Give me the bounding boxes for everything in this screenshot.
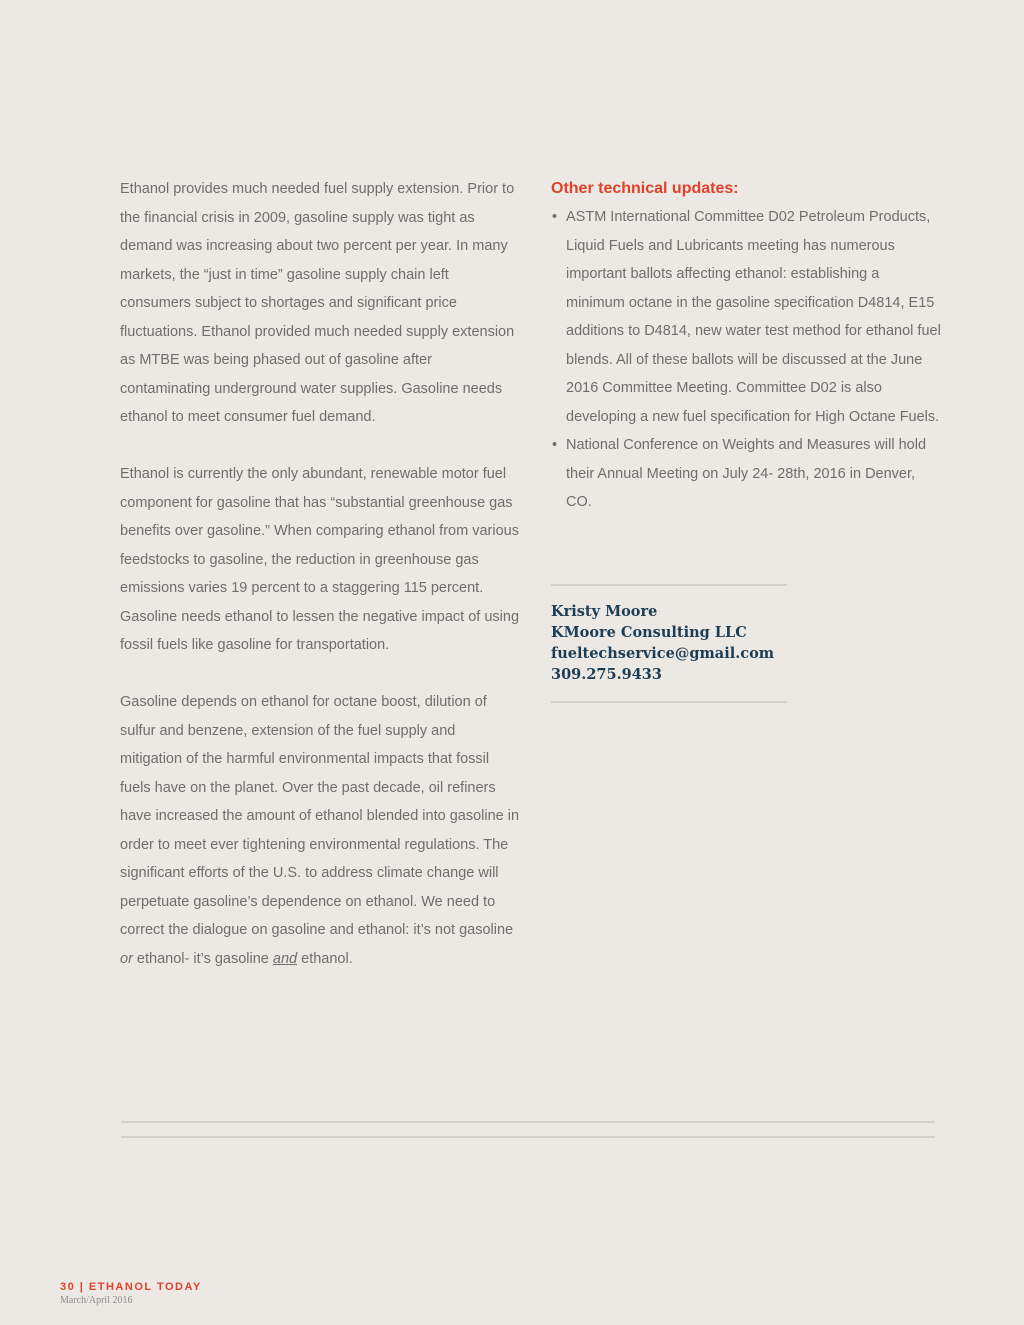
- author-company: KMoore Consulting LLC: [551, 624, 747, 641]
- author-name: Kristy Moore: [551, 603, 658, 620]
- footer-page-label: 30 | ETHANOL TODAY: [60, 1281, 202, 1293]
- article-left-column: [120, 175, 520, 1002]
- paragraph-octane-end: ethanol.: [297, 950, 353, 967]
- list-item-text: National Conference on Weights and Measures will hold their Annual Meeting on July 24- 28th, 2016 in Denver, CO.: [566, 437, 927, 510]
- technical-updates-list: [551, 203, 941, 517]
- bullet-icon: •: [552, 209, 558, 225]
- paragraph-supply-extension: Ethanol provides much needed fuel supply extension. Prior to the financial crisis in 2009, gasoline supply was tight as demand was increasing about two percent per year. In many markets, the “just in time” gasoline supply chain left consumers subject to shortages and significant price fluctuations. Ethanol provided much needed supply extension as MTBE was being phased out of gasoline after contaminating underground water supplies. Gasoline needs ethanol to meet consumer fuel demand.: [120, 181, 515, 425]
- contact-top-divider: [551, 584, 787, 586]
- article-right-column: [551, 175, 941, 517]
- footer-issue-date: March/April 2016: [60, 1295, 133, 1306]
- list-item-text: ASTM International Committee D02 Petroleum Products, Liquid Fuels and Lubricants meeting has numerous important ballots affecting ethanol: establishing a minimum octane in the gasoline specification D4814, E15 additions to D4814, new water test method for ethanol fuel blends. All of these ballots will be discussed at the June 2016 Committee Meeting. Committee D02 is also developing a new fuel specification for High Octane Fuels.: [566, 209, 941, 425]
- page-divider-lower: [121, 1136, 935, 1138]
- page-divider-upper: [121, 1121, 935, 1123]
- author-email[interactable]: fueltechservice@gmail.com: [551, 645, 775, 662]
- list-item: [551, 431, 941, 517]
- paragraph-octane-text: Gasoline depends on ethanol for octane boost, dilution of sulfur and benzene, extension of the fuel supply and mitigation of the harmful environmental impacts that fossil fuels have on the planet. Over the past decade, oil refiners have increased the amount of ethanol blended into gasoline in order to meet ever tightening environmental regulations. The significant efforts of the U.S. to address climate change will perpetuate gasoline’s dependence on ethanol. We need to correct the dialogue on gasoline and ethanol: it’s not gasoline: [120, 694, 520, 938]
- bullet-icon: •: [552, 437, 558, 453]
- emphasis-or: or: [120, 950, 133, 967]
- paragraph-greenhouse-benefits: Ethanol is currently the only abundant, renewable motor fuel component for gasoline that has “substantial greenhouse gas benefits over gasoline.” When comparing ethanol from various feedstocks to gasoline, the reduction in greenhouse gas emissions varies 19 percent to a staggering 115 percent. Gasoline needs ethanol to lessen the negative impact of using fossil fuels like gasoline for transportation.: [120, 466, 520, 653]
- list-item: [551, 203, 941, 431]
- paragraph-octane-boost: [120, 688, 520, 973]
- page-footer: [60, 1280, 202, 1307]
- technical-updates-heading: Other technical updates:: [551, 180, 739, 197]
- contact-bottom-divider: [551, 701, 787, 703]
- author-phone: 309.275.9433: [551, 666, 662, 683]
- author-contact-block: [551, 601, 774, 685]
- emphasis-and: and: [272, 950, 298, 967]
- paragraph-octane-mid: ethanol- it’s gasoline: [132, 950, 273, 967]
